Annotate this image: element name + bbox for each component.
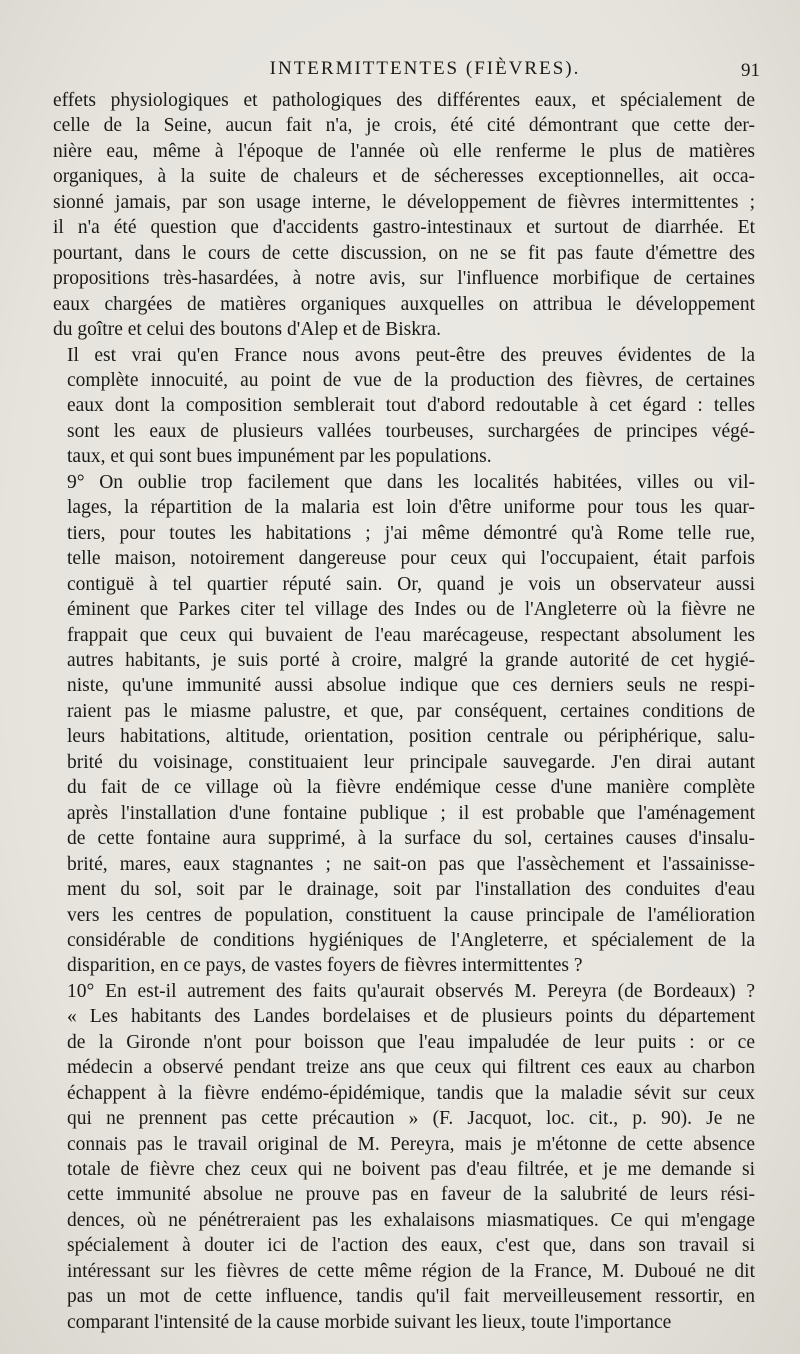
text-line: de la Gironde n'ont pour boisson que l'eau impaludée de leur puits : or ce [67,1031,755,1053]
text-line: taux, et qui sont bues impunément par les populations. [67,446,492,468]
text-line: raient pas le miasme palustre, et que, par conséquent, certaines conditions de [67,700,755,722]
text-line: niste, qu'une immunité aussi absolue indique que ces derniers seuls ne respi- [67,675,755,697]
text-line: comparant l'intensité de la cause morbide suivant les lieux, toute l'importance [67,1311,672,1333]
text-line: sont les eaux de plusieurs vallées tourbeuses, surchargées de principes végé- [67,420,755,442]
text-line: spécialement à douter ici de l'action des eaux, c'est que, dans son travail si [67,1235,755,1257]
text-line: il n'a été question que d'accidents gastro-intestinaux et surtout de diarrhée. Et [53,217,755,239]
text-line: dences, où ne pénétreraient pas les exhalaisons miasmatiques. Ce qui m'engage [67,1209,755,1231]
text-line: organiques, à la suite de chaleurs et de sécheresses exceptionnelles, ait occa- [53,166,755,188]
text-line: disparition, en ce pays, de vastes foyers de fièvres intermittentes ? [67,955,583,977]
text-line: qui ne prennent pas cette précaution » (F. Jacquot, loc. cit., p. 90). Je ne [67,1108,755,1130]
text-line: sionné jamais, par son usage interne, le développement de fièvres intermittentes ; [53,191,755,213]
text-line: après l'installation d'une fontaine publique ; il est probable que l'aménagement [67,802,755,824]
text-line: contiguë à tel quartier réputé sain. Or, quand je vois un observateur aussi [67,573,755,595]
text-line: 9° On oublie trop facilement que dans les localités habitées, villes ou vil- [67,471,755,493]
paragraph-france-tourbeuses [53,343,755,470]
text-line: 10° En est-il autrement des faits qu'aurait observés M. Pereyra (de Bordeaux) ? [67,980,755,1002]
text-line: nière eau, même à l'époque de l'année où elle renferme le plus de matières [53,140,755,162]
text-line: frappait que ceux qui buvaient de l'eau marécageuse, respectant absolument les [67,624,755,646]
text-line: médecin a observé pendant treize ans que ceux qui filtrent ces eaux au charbon [67,1057,755,1079]
text-line: leurs habitations, altitude, orientation, position centrale ou périphérique, salu- [67,726,755,748]
text-line: du goître et celui des boutons d'Alep et de Biskra. [53,319,442,341]
text-line: du fait de ce village où la fièvre endémique cesse d'une manière complète [67,777,755,799]
text-line: tiers, pour toutes les habitations ; j'ai même démontré qu'à Rome telle rue, [67,522,755,544]
text-line: pourtant, dans le cours de cette discussion, on ne se fit pas faute d'émettre des [53,242,755,264]
text-line: éminent que Parkes citer tel village des Indes ou de l'Angleterre où la fièvre ne [67,599,755,621]
text-line: telle maison, notoirement dangereuse pour ceux qui l'occupaient, était parfois [67,548,755,570]
text-line: considérable de conditions hygiéniques de l'Angleterre, et spécialement de la [67,929,755,951]
running-head [50,50,760,90]
text-line: vers les centres de population, constituent la cause principale de l'amélioration [67,904,755,926]
text-line: de cette fontaine aura supprimé, à la surface du sol, certaines causes d'insalu- [67,828,755,850]
text-line: lages, la répartition de la malaria est loin d'être uniforme pour tous les quar- [67,497,755,519]
text-line: autres habitants, je suis porté à croire, malgré la grande autorité de cet hygié- [67,649,755,671]
text-line: intéressant sur les fièvres de cette même région de la France, M. Duboué ne dit [67,1260,755,1282]
text-line: échappent à la fièvre endémo-épidémique, tandis que la maladie sévit sur ceux [67,1082,755,1104]
body-text [53,88,755,1335]
text-line: propositions très-hasardées, à notre avis, sur l'influence morbifique de certaines [53,268,755,290]
text-line: Il est vrai qu'en France nous avons peut-être des preuves évidentes de la [67,344,755,366]
text-line: « Les habitants des Landes bordelaises et de plusieurs points du département [67,1006,755,1028]
text-line: brité, mares, eaux stagnantes ; ne sait-on pas que l'assèchement et l'assainisse- [67,853,755,875]
text-line: cette immunité absolue ne prouve pas en faveur de la salubrité de leurs rési- [67,1184,755,1206]
text-line: eaux dont la composition semblerait tout d'abord redoutable à cet égard : telles [67,395,755,417]
text-line: totale de fièvre chez ceux qui ne boivent pas d'eau filtrée, et je me demande si [67,1159,755,1181]
text-line: effets physiologiques et pathologiques des différentes eaux, et spécialement de [53,90,755,111]
page-number: 91 [741,60,760,81]
text-line: eaux chargées de matières organiques auxquelles on attribua le développement [53,293,755,315]
text-line: pas un mot de cette influence, tandis qu'il fait merveilleusement ressortir, en [67,1286,755,1308]
text-line: connais pas le travail original de M. Pereyra, mais je m'étonne de cette absence [67,1133,755,1155]
paragraph-10-pereyra [53,979,755,1335]
text-line: complète innocuité, au point de vue de la production des fièvres, de certaines [67,369,755,391]
running-title: INTERMITTENTES (FIÈVRES). [269,58,581,79]
paragraph-9-malaria [53,470,755,979]
text-line: celle de la Seine, aucun fait n'a, je crois, été cité démontrant que cette der- [53,115,755,137]
paragraph-continuation [53,88,755,343]
text-line: ment du sol, soit par le drainage, soit par l'installation des conduites d'eau [67,879,755,901]
text-line: brité du voisinage, constituaient leur principale sauvegarde. J'en dirai autant [67,751,755,773]
